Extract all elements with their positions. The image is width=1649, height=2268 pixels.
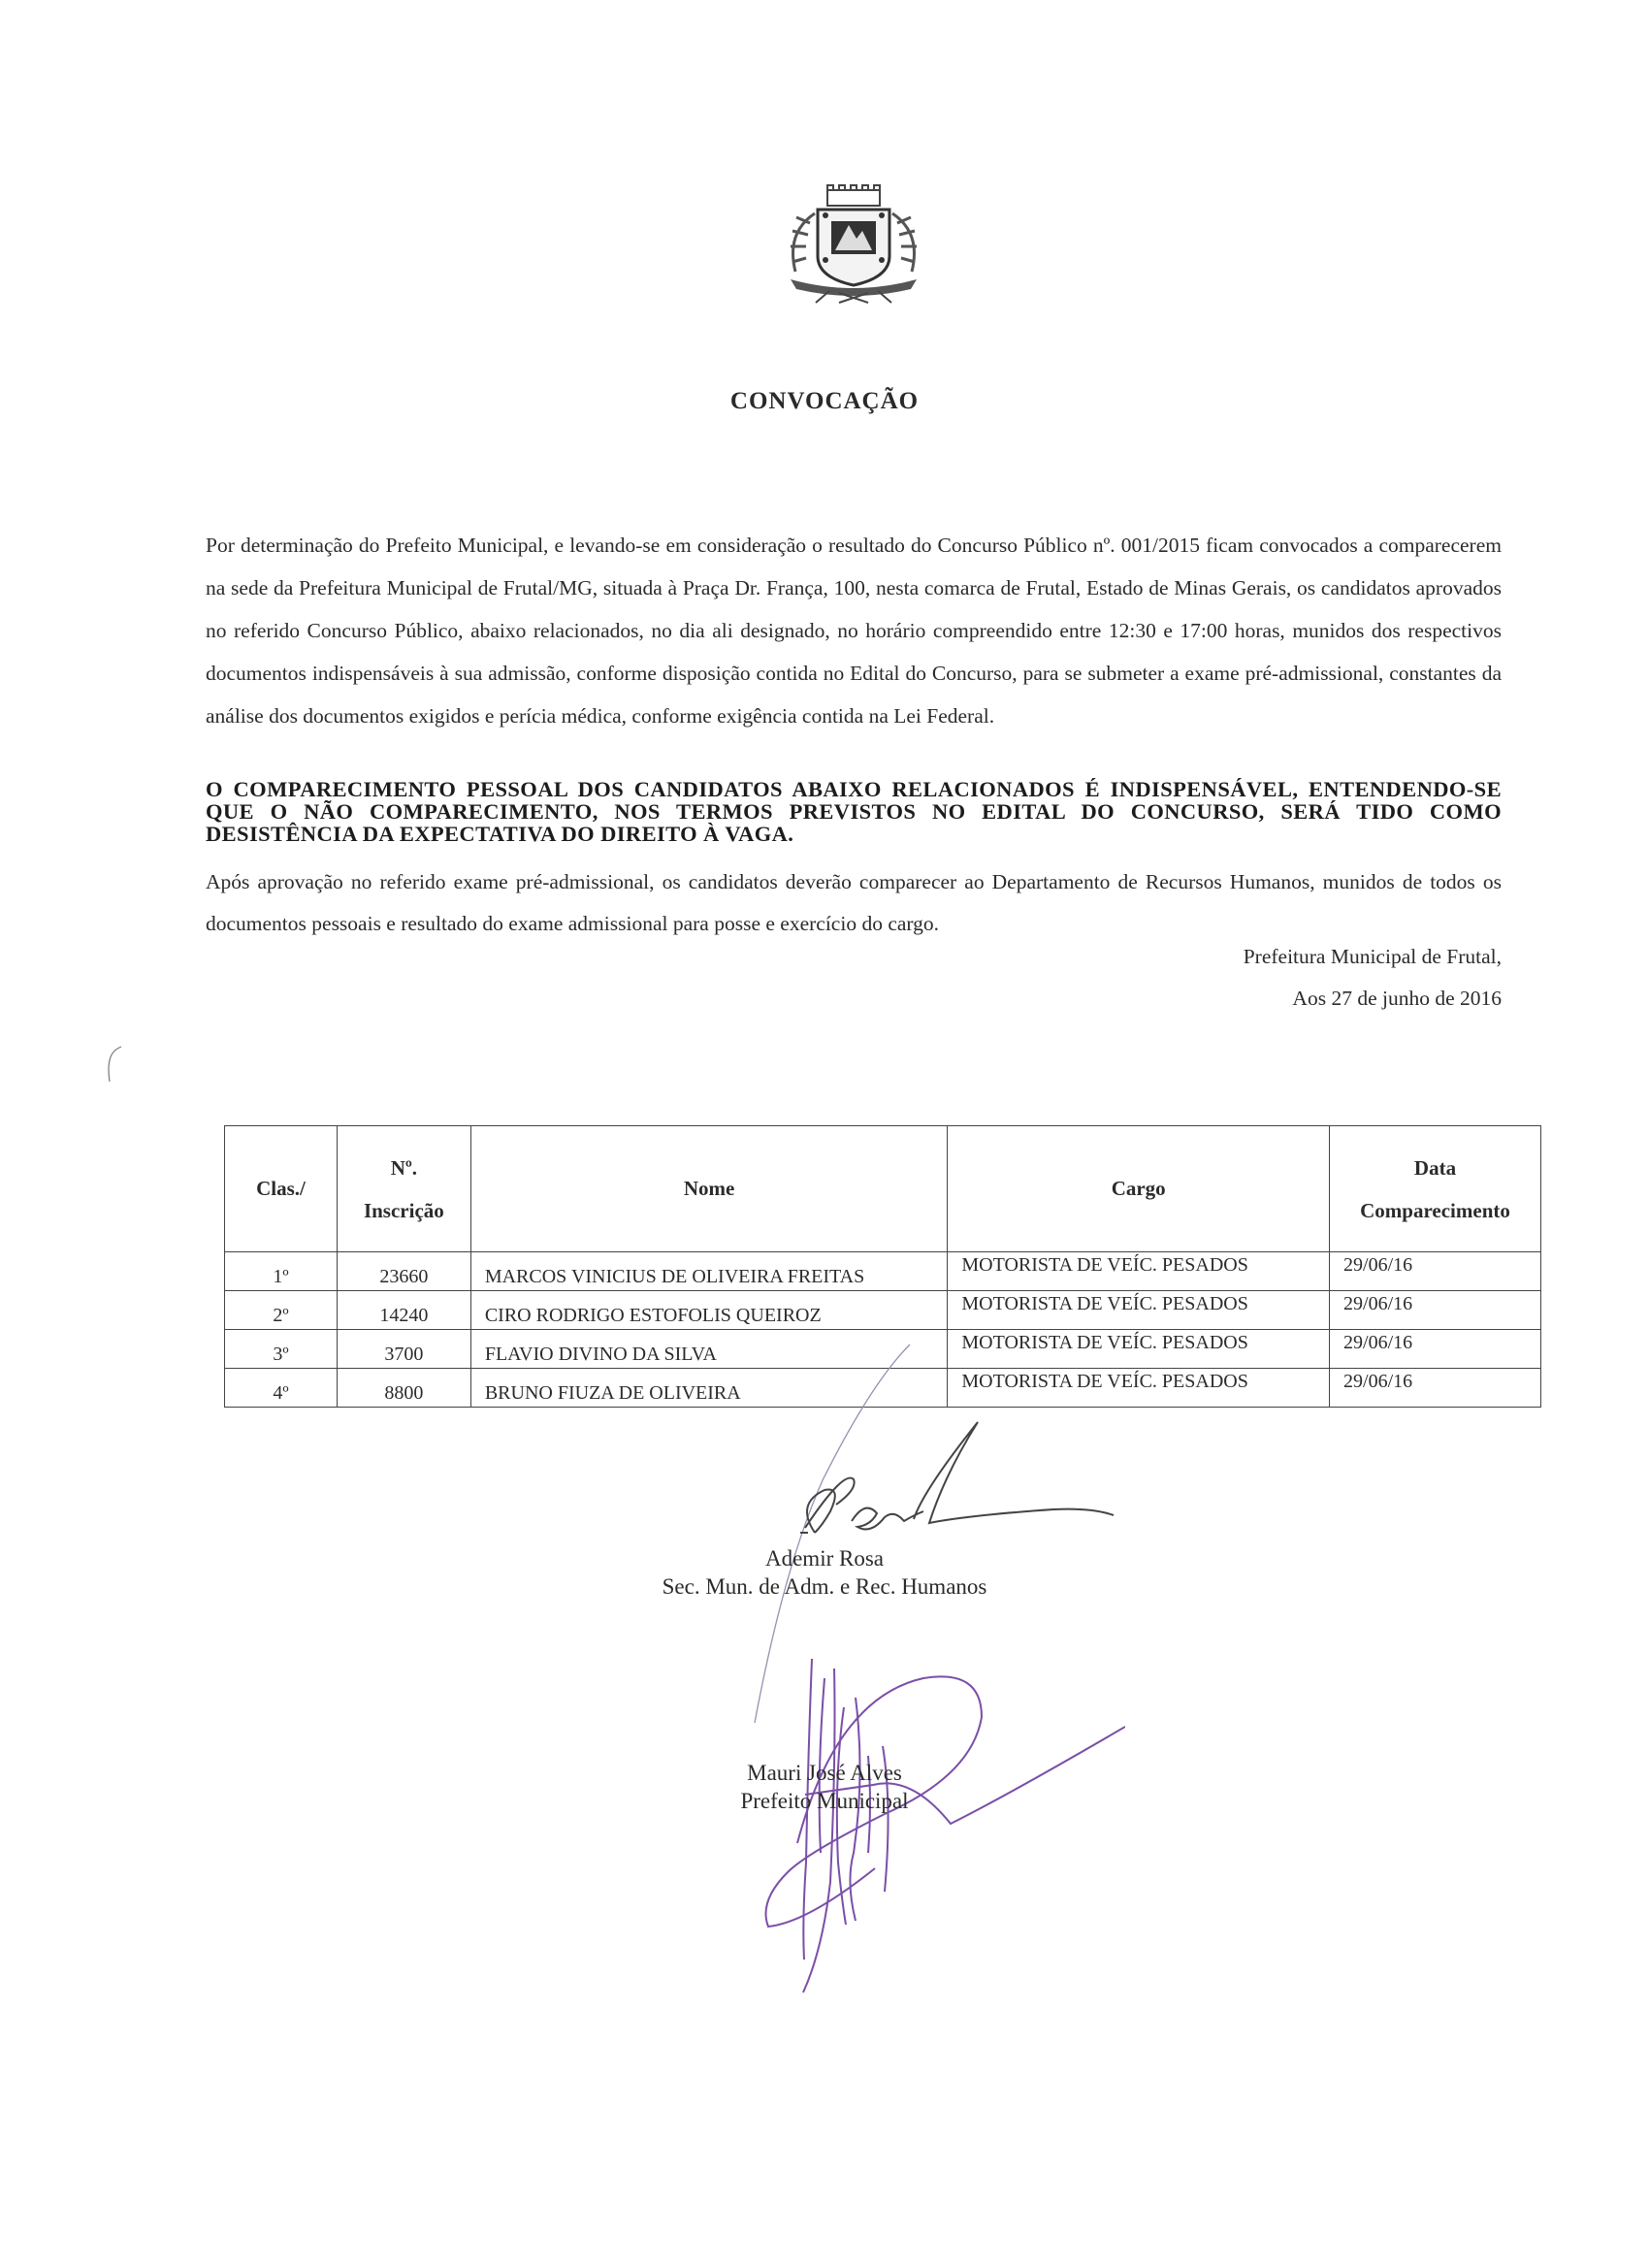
cell-nome: BRUNO FIUZA DE OLIVEIRA [470, 1369, 948, 1408]
cell-cargo: MOTORISTA DE VEÍC. PESADOS [948, 1291, 1330, 1330]
header-inscricao-line2: Inscrição [363, 1198, 444, 1222]
body-paragraph-2-notice: O COMPARECIMENTO PESSOAL DOS CANDIDATOS ABAIXO RELACIONADOS É INDISPENSÁVEL, ENTENDENDO-SE QUE O NÃO COMPARECIMENTO, NOS TERMOS PREVISTOS NO EDITAL DO CONCURSO, SERÁ TIDO COMO DESISTÊNCIA DA EXPECTATIVA DO DIREITO À VAGA. [206, 777, 1502, 846]
header-inscricao [337, 1126, 470, 1252]
table-row [225, 1252, 1541, 1291]
coat-of-arms-icon [761, 184, 946, 306]
signature-mauri-jose-alves [747, 1639, 1125, 2008]
table-row [225, 1291, 1541, 1330]
body-paragraph-3: Após aprovação no referido exame pré-admissional, os candidatos deverão comparecer ao Departamento de Recursos Humanos, munidos de todos os documentos pessoais e resultado do exame admissional para posse e exercício do cargo. [206, 870, 1502, 935]
cell-clas: 4º [225, 1369, 338, 1408]
cell-cargo: MOTORISTA DE VEÍC. PESADOS [948, 1252, 1330, 1291]
document-title: CONVOCAÇÃO [729, 388, 920, 414]
signatory-1-role: Sec. Mun. de Adm. e Rec. Humanos [662, 1574, 987, 1599]
header-inscricao-line1: Nº. [390, 1155, 418, 1180]
cell-cargo: MOTORISTA DE VEÍC. PESADOS [948, 1330, 1330, 1369]
table-header-row [225, 1126, 1541, 1252]
pen-mark [100, 1043, 129, 1111]
signatory-2-name: Mauri José Alves [747, 1761, 902, 1785]
cell-inscricao: 14240 [337, 1291, 470, 1330]
cell-inscricao: 23660 [337, 1252, 470, 1291]
cell-nome: CIRO RODRIGO ESTOFOLIS QUEIROZ [470, 1291, 948, 1330]
header-nome: Nome [470, 1126, 948, 1252]
cell-clas: 2º [225, 1291, 338, 1330]
cell-nome: FLAVIO DIVINO DA SILVA [470, 1330, 948, 1369]
signatory-1-name: Ademir Rosa [764, 1546, 884, 1571]
header-data-line2: Comparecimento [1360, 1198, 1510, 1222]
cell-nome: MARCOS VINICIUS DE OLIVEIRA FREITAS [470, 1252, 948, 1291]
closing-place: Prefeitura Municipal de Frutal, [1243, 945, 1502, 968]
header-cargo: Cargo [948, 1126, 1330, 1252]
signatory-1 [0, 1544, 1649, 1601]
signatory-2-role: Prefeito Municipal [740, 1789, 909, 1813]
body-paragraph-1: Por determinação do Prefeito Municipal, e levando-se em consideração o resultado do Concurso Público nº. 001/2015 ficam convocados a comparecerem na sede da Prefeitura Municipal de Frutal/MG, situada à Praça Dr. França, 100, nesta comarca de Frutal, Estado de Minas Gerais, os candidatos aprovados no referido Concurso Público, abaixo relacionados, no dia ali designado, no horário compreendido entre 12:30 e 17:00 horas, munidos dos respectivos documentos indispensáveis à sua admissão, conforme disposição contida no Edital do Concurso, para se submeter a exame pré-admissional, constantes da análise dos documentos exigidos e perícia médica, conforme exigência contida na Lei Federal. [206, 534, 1502, 728]
closing-date: Aos 27 de junho de 2016 [1292, 987, 1502, 1010]
header-clas: Clas./ [225, 1126, 338, 1252]
cell-cargo: MOTORISTA DE VEÍC. PESADOS [948, 1369, 1330, 1408]
cell-data: 29/06/16 [1330, 1252, 1541, 1291]
cell-inscricao: 8800 [337, 1369, 470, 1408]
cell-data: 29/06/16 [1330, 1291, 1541, 1330]
cell-clas: 1º [225, 1252, 338, 1291]
cell-data: 29/06/16 [1330, 1369, 1541, 1408]
header-data-line1: Data [1413, 1155, 1457, 1180]
signatory-2 [0, 1759, 1649, 1815]
header-data [1330, 1126, 1541, 1252]
cell-inscricao: 3700 [337, 1330, 470, 1369]
cell-clas: 3º [225, 1330, 338, 1369]
cell-data: 29/06/16 [1330, 1330, 1541, 1369]
